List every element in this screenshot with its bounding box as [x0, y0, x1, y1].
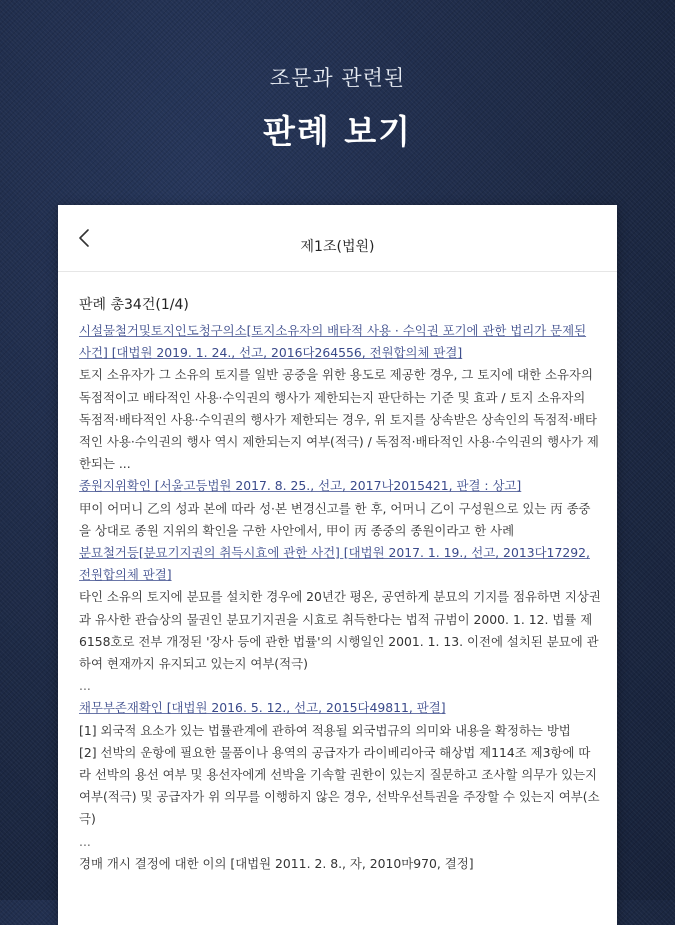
case-item	[79, 697, 601, 852]
case-summary: 甲이 어머니 乙의 성과 본에 따라 성·본 변경신고를 한 후, 어머니 乙이 구성원으로 있는 丙 종중을 상대로 종원 지위의 확인을 구한 사안에서, 甲이 丙 종중의 종원이라고 한 사례	[79, 500, 591, 538]
case-ellipsis: ...	[79, 833, 91, 849]
case-link[interactable]: 종원지위확인 [서울고등법원 2017. 8. 25., 선고, 2017나2015421, 판결 : 상고]	[79, 478, 522, 494]
case-summary: [2] 선박의 운항에 필요한 물품이나 용역의 공급자가 라이베리아국 해상법 제114조 제3항에 따라 선박의 용선 여부 및 용선자에게 선박을 기속할 권한이 있는지 질문하고 조사할 의무가 있는지 여부(적극) 및 공급자가 위 의무를 이행하지 않은 경우, 선박우선특권을 주장할 수 있는지 여부(소극)	[79, 744, 600, 827]
case-summary: 타인 소유의 토지에 분묘를 설치한 경우에 20년간 평온, 공연하게 분묘의 기지를 점유하면 지상권과 유사한 관습상의 물권인 분묘기지권을 시효로 취득한다는 법적 규범이 2000. 1. 12. 법률 제6158호로 전부 개정된 '장사 등에 관한 법률'의 시행일인 2001. 1. 13. 이전에 설치된 분묘에 관하여 현재까지 유지되고 있는지 여부(적극)	[79, 589, 601, 672]
phone-screen	[58, 205, 617, 925]
case-link[interactable]: 채무부존재확인 [대법원 2016. 5. 12., 선고, 2015다49811, 판결]	[79, 700, 446, 716]
case-summary: [1] 외국적 요소가 있는 법률관계에 관하여 적용될 외국법규의 의미와 내용을 확정하는 방법	[79, 722, 571, 738]
case-item	[79, 320, 601, 475]
case-ellipsis: ...	[79, 678, 91, 694]
case-item	[79, 475, 601, 542]
case-item	[79, 853, 601, 875]
case-link[interactable]: 분묘철거등[분묘기지권의 취득시효에 관한 사건] [대법원 2017. 1. 19., 선고, 2013다17292, 전원합의체 판결]	[79, 545, 590, 583]
case-link[interactable]: 경매 개시 결정에 대한 이의 [대법원 2011. 2. 8., 자, 2010마970, 결정]	[79, 855, 474, 871]
hero-title: 판례 보기	[262, 112, 412, 151]
case-link[interactable]: 시설물철거및토지인도청구의소[토지소유자의 배타적 사용 · 수익권 포기에 관한 법리가 문제된 사건] [대법원 2019. 1. 24., 선고, 2016다264556, 전원합의체 판결]	[79, 323, 587, 361]
case-list	[58, 272, 617, 875]
case-item	[79, 542, 601, 697]
hero-subtitle: 조문과 관련된	[269, 66, 406, 90]
app-header	[58, 205, 617, 272]
case-summary: 토지 소유자가 그 소유의 토지를 일반 공중을 위한 용도로 제공한 경우, 그 토지에 대한 소유자의 독점적이고 배타적인 사용·수익권의 행사가 제한되는지 판단하는 기준 및 효과 / 토지 소유자의 독점적·배타적인 사용·수익권의 행사가 제한되는 경우, 위 토지를 상속받은 상속인의 독점적·배타적인 사용·수익권의 행사 역시 제한되는지 여부(적극) / 독점적·배타적인 사용·수익권의 행사가 제한되는 ...	[79, 367, 599, 472]
case-count: 판례 총34건(1/4)	[79, 297, 189, 313]
header-title: 제1조(법원)	[300, 239, 375, 255]
